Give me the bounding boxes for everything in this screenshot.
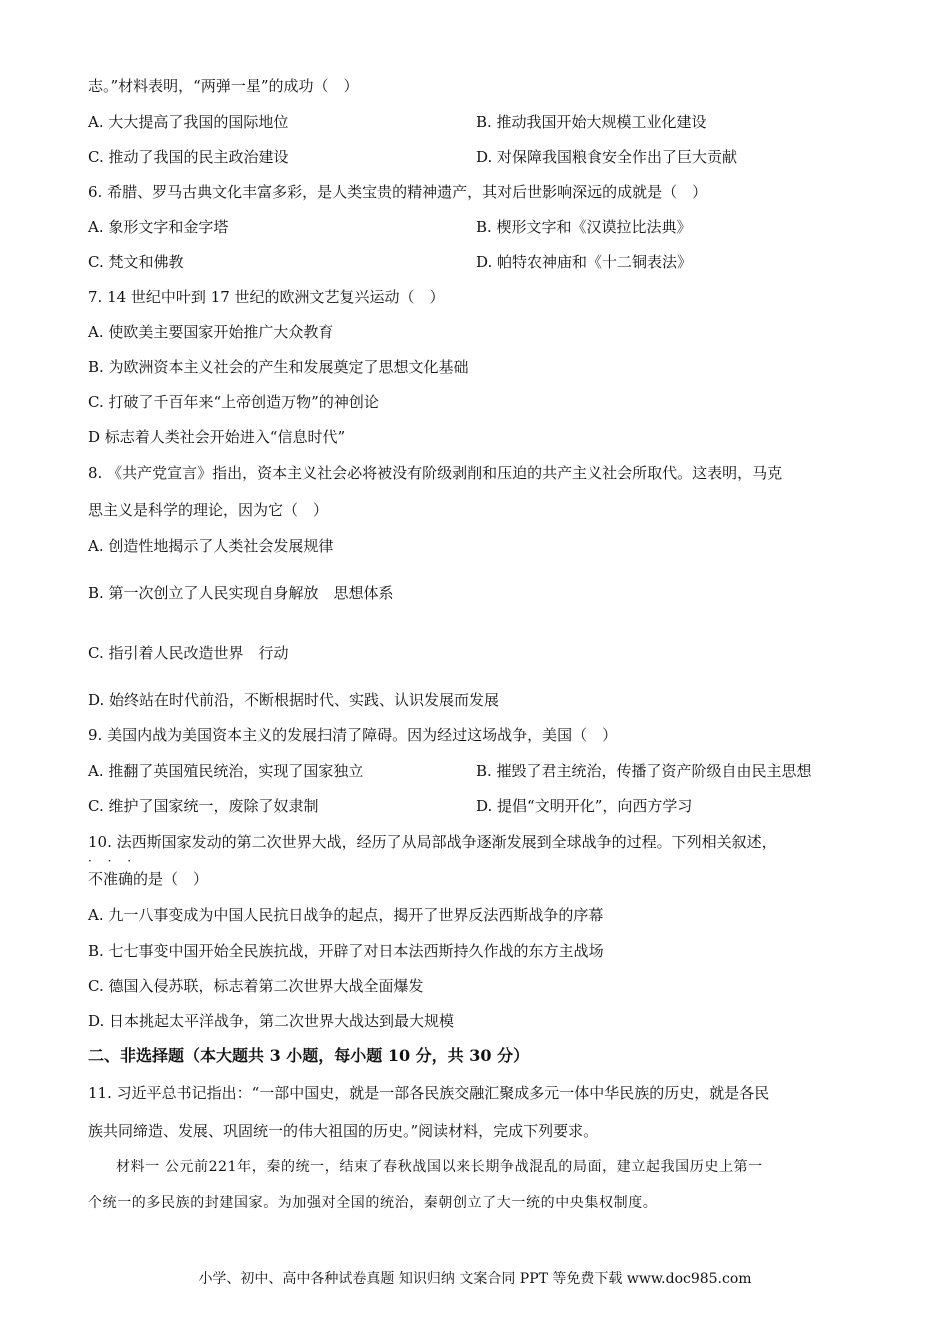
q5-option-c: C. 推动了我国的民主政治建设 <box>88 148 289 166</box>
q10-option-a: A. 九一八事变成为中国人民抗日战争的起点，揭开了世界反法西斯战争的序幕 <box>88 906 604 924</box>
question-10-line-2 <box>88 854 209 889</box>
emphasis-dots: · · · <box>88 854 138 868</box>
footer-text: 小学、初中、高中各种试卷真题 知识归纳 文案合同 PPT 等免费下载 www.doc985.com <box>198 1271 752 1287</box>
question-9: 9. 美国内战为美国资本主义的发展扫清了障碍。因为经过这场战争，美国（ ） <box>88 726 618 744</box>
section-2-heading: 二、非选择题（本大题共 3 小题，每小题 10 分，共 30 分） <box>88 1046 530 1065</box>
q6-option-c: C. 梵文和佛教 <box>88 253 184 271</box>
material-1-line-2: 个统一的多民族的封建国家。为加强对全国的统治，秦朝创立了大一统的中央集权制度。 <box>88 1195 658 1211</box>
q6-option-d: D. 帕特农神庙和《十二铜表法》 <box>476 253 693 271</box>
question-10-line-2-rest: 的是（ ） <box>133 870 209 888</box>
q10-option-b: B. 七七事变中国开始全民族抗战，开辟了对日本法西斯持久作战的东方主战场 <box>88 942 604 960</box>
material-1-line-1: 材料一 公元前221年，秦的统一，结束了春秋战国以来长期争战混乱的局面，建立起我国历史上第一 <box>116 1159 763 1175</box>
q6-option-b: B. 楔形文字和《汉谟拉比法典》 <box>476 218 692 236</box>
q7-option-b: B. 为欧洲资本主义社会的产生和发展奠定了思想文化基础 <box>88 358 469 376</box>
emphasis-text: 不准确 <box>88 870 134 888</box>
q8-option-c: C. 指引着人民改造世界 行动 <box>88 644 289 662</box>
question-11-line-2: 族共同缔造、发展、巩固统一的伟大祖国的历史。”阅读材料，完成下列要求。 <box>88 1122 599 1140</box>
q5-option-b: B. 推动我国开始大规模工业化建设 <box>476 113 707 131</box>
q8-option-b: B. 第一次创立了人民实现自身解放 思想体系 <box>88 584 394 602</box>
q6-option-a: A. 象形文字和金字塔 <box>88 218 229 236</box>
q7-option-d: D 标志着人类社会开始进入“信息时代” <box>88 428 346 446</box>
q7-option-a: A. 使欧美主要国家开始推广大众教育 <box>88 323 334 341</box>
q9-option-d: D. 提倡“文明开化”，向西方学习 <box>476 797 693 815</box>
question-7: 7. 14 世纪中叶到 17 世纪的欧洲文艺复兴运动（ ） <box>88 288 445 306</box>
q9-option-b: B. 摧毁了君主统治，传播了资产阶级自由民主思想 <box>476 762 812 780</box>
q5-option-a: A. 大大提高了我国的国际地位 <box>88 113 289 131</box>
q8-option-d: D. 始终站在时代前沿，不断根据时代、实践、认识发展而发展 <box>88 691 500 709</box>
q7-option-c: C. 打破了千百年来“上帝创造万物”的神创论 <box>88 393 379 411</box>
question-11-line-1: 11. 习近平总书记指出：“一部中国史，就是一部各民族交融汇聚成多元一体中华民族的历史，就是各民 <box>88 1084 770 1102</box>
q5-option-d: D. 对保障我国粮食安全作出了巨大贡献 <box>476 148 738 166</box>
question-8-line-1: 8. 《共产党宣言》指出，资本主义社会必将被没有阶级剥削和压迫的共产主义社会所取代。这表明，马克 <box>88 464 783 482</box>
question-10-line-1: 10. 法西斯国家发动的第二次世界大战，经历了从局部战争逐渐发展到全球战争的过程。下列相关叙述， <box>88 833 777 851</box>
question-5-stem-end: 志。”材料表明，“两弹一星”的成功（ ） <box>88 77 359 95</box>
q10-option-c: C. 德国入侵苏联，标志着第二次世界大战全面爆发 <box>88 977 424 995</box>
q8-option-a: A. 创造性地揭示了人类社会发展规律 <box>88 537 334 555</box>
q9-option-c: C. 维护了国家统一，废除了奴隶制 <box>88 797 319 815</box>
question-8-line-2: 思主义是科学的理论，因为它（ ） <box>88 501 329 519</box>
question-6: 6. 希腊、罗马古典文化丰富多彩，是人类宝贵的精神遗产，其对后世影响深远的成就是（ ） <box>88 183 708 201</box>
q10-option-d: D. 日本挑起太平洋战争，第二次世界大战达到最大规模 <box>88 1012 455 1030</box>
q9-option-a: A. 推翻了英国殖民统治，实现了国家独立 <box>88 762 364 780</box>
emphasis-not-accurate <box>88 854 138 889</box>
